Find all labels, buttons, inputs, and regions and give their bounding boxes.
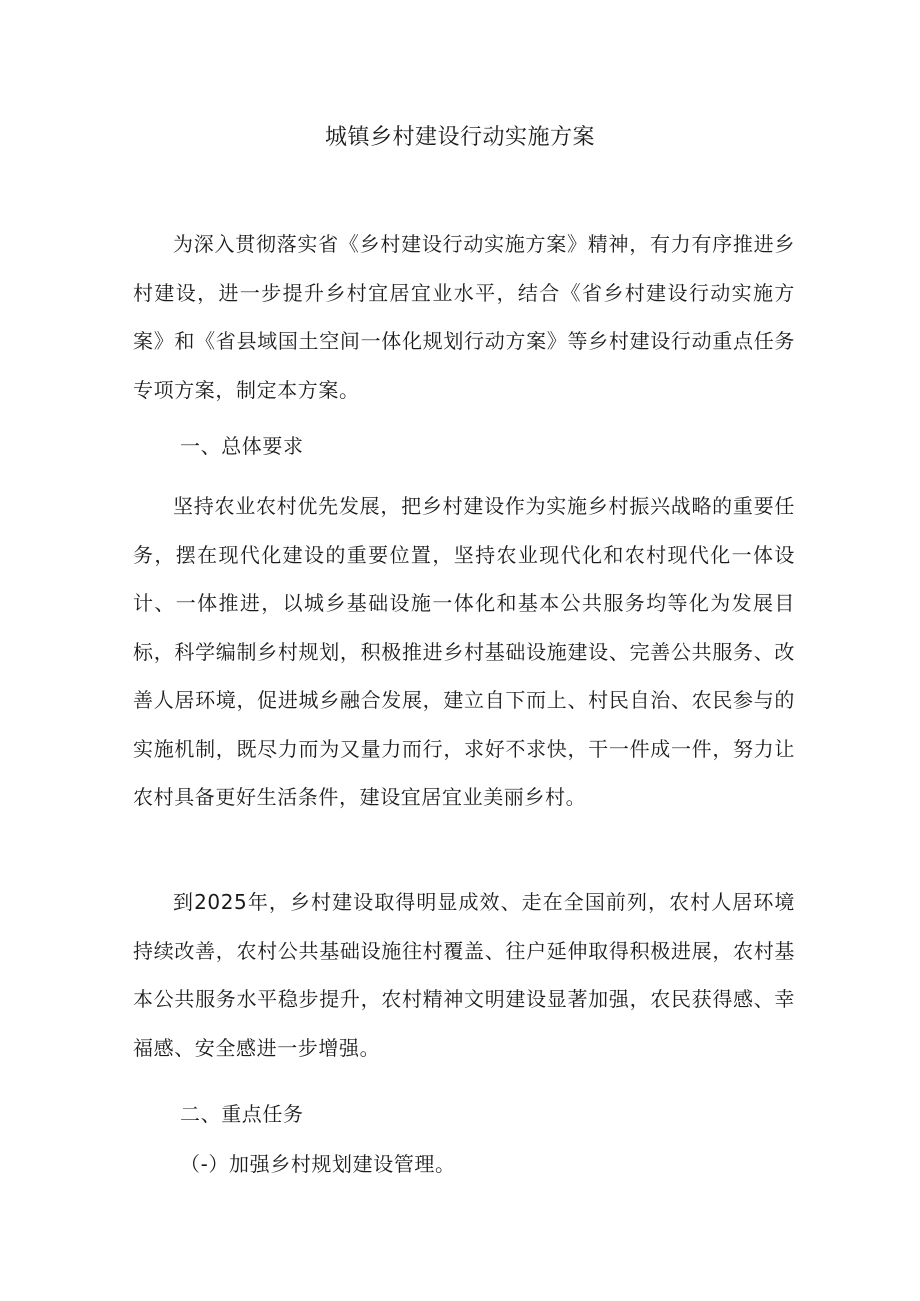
intro-paragraph: 为深入贯彻落实省《乡村建设行动实施方案》精神，有力有序推进乡村建设，进一步提升乡村宜居宜业水平，结合《省乡村建设行动实施方案》和《省县域国土空间一体化规划行动方案》等乡村建设行动重点任务专项方案，制定本方案。 [133, 232, 795, 402]
document-title: 城镇乡村建设行动实施方案 [324, 125, 595, 150]
sub-heading-planning-management: （-）加强乡村规划建设管理。 [180, 1152, 456, 1176]
section-heading-key-tasks: 二、重点任务 [180, 1102, 304, 1126]
general-requirements-paragraph: 坚持农业农村优先发展，把乡村建设作为实施乡村振兴战略的重要任务，摆在现代化建设的重要位置，坚持农业现代化和农村现代化一体设计、一体推进，以城乡基础设施一体化和基本公共服务均等化为发展目标，科学编制乡村规划，积极推进乡村基础设施建设、完善公共服务、改善人居环境，促进城乡融合发展，建立自下而上、村民自治、农民参与的实施机制，既尽力而为又量力而行，求好不求快，干一件成一件，努力让农村具备更好生活条件，建设宜居宜业美丽乡村。 [133, 494, 795, 809]
section-heading-general-requirements: 一、总体要求 [180, 434, 304, 458]
goals-2025-paragraph: 到2025年，乡村建设取得明显成效、走在全国前列，农村人居环境持续改善，农村公共基础设施往村覆盖、往户延伸取得积极进展，农村基本公共服务水平稳步提升，农村精神文明建设显著加强，农民获得感、幸福感、安全感进一步增强。 [133, 890, 795, 1060]
